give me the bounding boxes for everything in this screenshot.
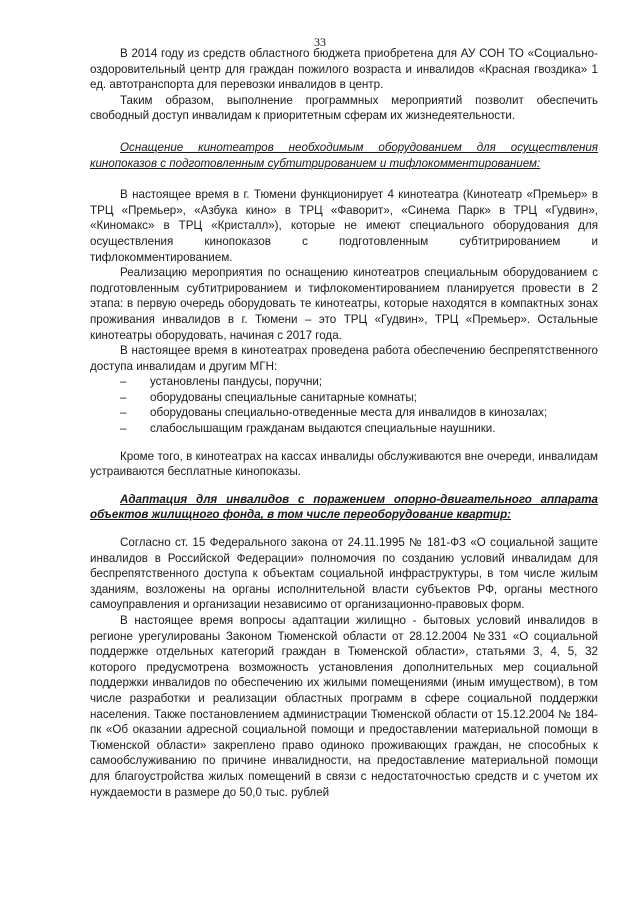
- list-item: [90, 405, 598, 421]
- paragraph-cinemas-plan: Реализацию мероприятия по оснащению кинотеатров специальным оборудованием с подготовленным субтитрированием и тифлокоментированием планируется провести в 2 этапа: в первую очередь оборудовать те кинотеатры, которые находятся в компактных зонах проживания инвалидов в г. Тюмени – это ТРЦ «Гудвин», ТРЦ «Премьер». Остальные кинотеатры оборудовать, начиная с 2017 года.: [90, 266, 598, 342]
- paragraph-cinemas-current: В настоящее время в г. Тюмени функционирует 4 кинотеатра (Кинотеатр «Премьер» в ТРЦ «Премьер», «Азбука кино» в ТРЦ «Фаворит», «Синема Парк» в ТРЦ «Гудвин», «Киномакс» в ТРЦ «Кристалл»), которые не имеют специального оборудования для осуществления кинопоказов с подготовленным субтитрированием и тифлокомментированием.: [90, 188, 598, 264]
- list-item-text: установлены пандусы, поручни;: [150, 375, 323, 389]
- document-body: [90, 46, 598, 800]
- list-item: [90, 374, 598, 390]
- list-item-text: оборудованы специально-отведенные места для инвалидов в кинозалах;: [150, 406, 548, 420]
- list-dash: –: [120, 422, 127, 436]
- paragraph-vehicle-purchase: В 2014 году из средств областного бюджета приобретена для АУ СОН ТО «Социально-оздоровительный центр для граждан пожилого возраста и инвалидов «Красная гвоздика» 1 ед. автотранспорта для перевозки инвалидов в центр.: [90, 47, 598, 92]
- section-heading-cinemas: Оснащение кинотеатров необходимым оборудованием для осуществления кинопоказов с подготовленным субтитрированием и тифлокомментированием:: [90, 140, 598, 170]
- list-item-text: слабослышащим гражданам выдаются специальные наушники.: [150, 422, 496, 436]
- paragraph-cinemas-access: В настоящее время в кинотеатрах проведена работа обеспечению беспрепятственного доступа инвалидам и другим МГН:: [90, 344, 598, 373]
- paragraph-federal-law: Согласно ст. 15 Федерального закона от 24.11.1995 № 181-ФЗ «О социальной защите инвалидов в Российской Федерации» полномочия по созданию условий инвалидам для беспрепятственного доступа к объектам социальной инфраструктуры, в том числе жилым зданиям, возложены на органы исполнительной власти субъектов РФ, органы местного самоуправления и организации независимо от организационно-правовых форм.: [90, 536, 598, 612]
- paragraph-program-summary: Таким образом, выполнение программных мероприятий позволит обеспечить свободный доступ инвалидам к приоритетным сферам их жизнедеятельности.: [90, 93, 598, 123]
- accessibility-measures-list: [90, 374, 598, 436]
- list-item-text: оборудованы специальные санитарные комнаты;: [150, 390, 417, 404]
- page-number: 33: [314, 35, 326, 49]
- paragraph-regional-law: В настоящее время вопросы адаптации жилищно - бытовых условий инвалидов в регионе урегулированы Законом Тюменской области от 28.12.2004 №331 «О социальной поддержке отдельных категорий граждан в Тюменской области», статьями 3, 4, 5, 32 которого предусмотрена возможность установления дополнительных мер социальной поддержки инвалидов по обеспечению их жилыми помещениями (иным имуществом), в том числе разработки и реализации областных программ в сфере социальной поддержки населения. Также постановлением администрации Тюменской области от 15.12.2004 № 184-пк «Об оказании адресной социальной помощи и предоставлении материальной помощи в Тюменской области» закреплено право одиноко проживающих граждан, не способных к самообслуживанию по причине инвалидности, на предоставление материальной помощи для благоустройства жилых помещений в связи с недостаточностью средств и с учетом их нуждаемости в размере до 50,0 тыс. рублей: [90, 614, 598, 799]
- list-dash: –: [120, 390, 127, 404]
- list-item: [90, 421, 598, 437]
- list-dash: –: [120, 375, 127, 389]
- paragraph-cinemas-extra: Кроме того, в кинотеатрах на кассах инвалиды обслуживаются вне очереди, инвалидам устраиваются бесплатные кинопоказы.: [90, 449, 598, 479]
- list-item: [90, 390, 598, 406]
- list-dash: –: [120, 406, 127, 420]
- section-heading-housing: Адаптация для инвалидов с поражением опорно-двигательного аппарата объектов жилищного фонда, в том числе переоборудование квартир:: [90, 492, 598, 522]
